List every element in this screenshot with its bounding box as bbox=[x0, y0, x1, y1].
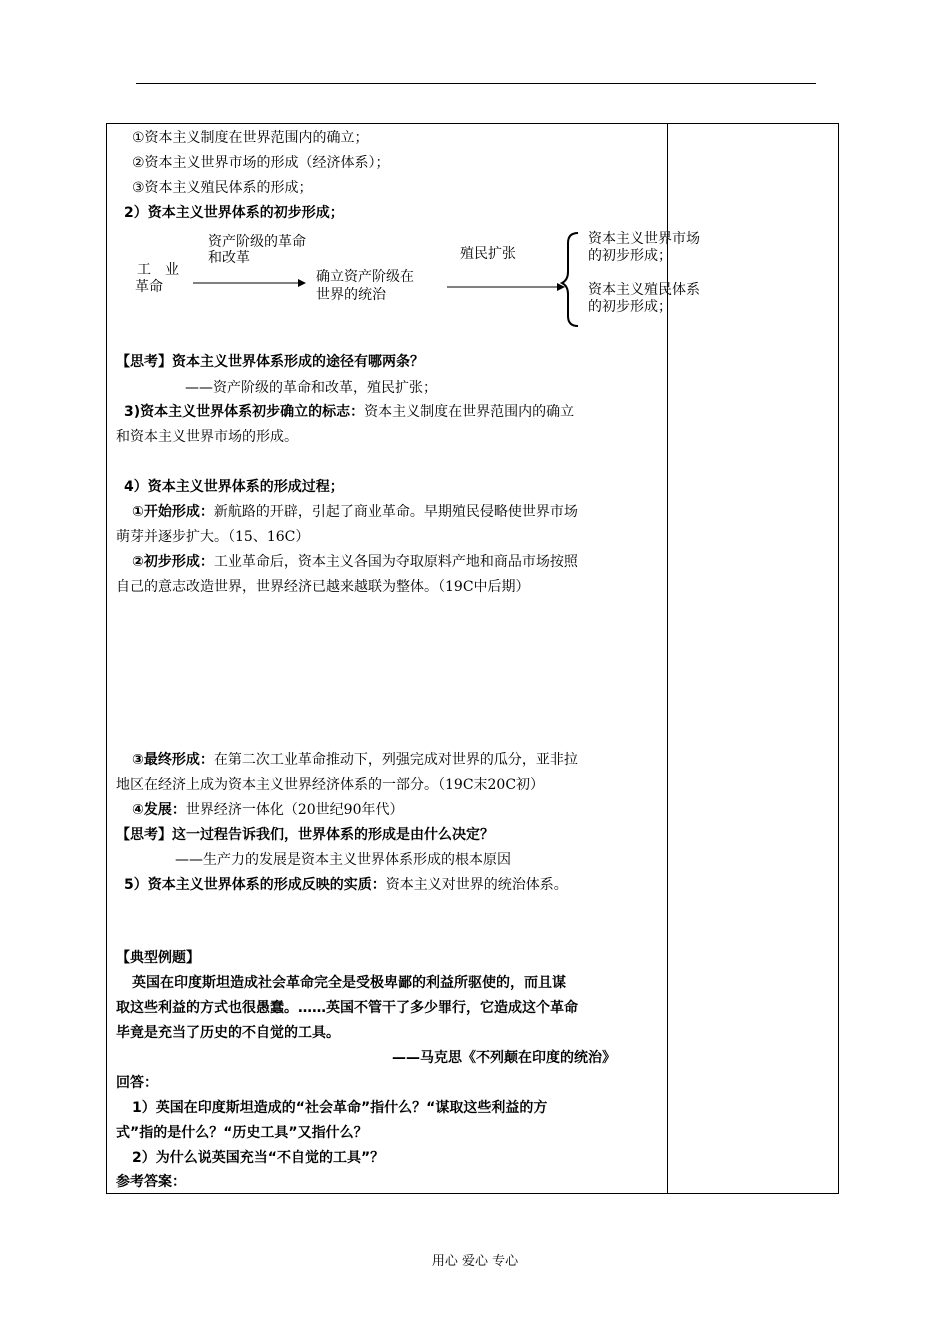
stage-2 bbox=[132, 555, 578, 569]
example-source: ——马克思《不列颠在印度的统治》 bbox=[392, 1050, 616, 1066]
example-line-1: 英国在印度斯坦造成社会革命完全是受极卑鄙的利益所驱使的，而且谋 bbox=[132, 975, 566, 991]
example-line-2: 取这些利益的方式也很愚蠢。……英国不管干了多少罪行，它造成这个革命 bbox=[116, 1000, 578, 1016]
stage-1 bbox=[132, 505, 578, 519]
diagram-arrow1-label-a: 资产阶级的革命 bbox=[208, 234, 306, 250]
heading-5-label: 5）资本主义世界体系的形成反映的实质： bbox=[124, 877, 386, 893]
stage-2-label: ②初步形成： bbox=[132, 554, 214, 570]
stage-2-text: 工业革命后，资本主义各国为夺取原料产地和商品市场按照 bbox=[213, 554, 578, 570]
stage-3-label: ③最终形成： bbox=[132, 752, 214, 768]
diagram-start-a: 工 业 bbox=[137, 262, 179, 278]
diagram-out2-b: 的初步形成； bbox=[588, 299, 672, 315]
diagram-out1-b: 的初步形成； bbox=[588, 248, 672, 264]
heading-3 bbox=[124, 405, 574, 419]
heading-5 bbox=[124, 878, 568, 892]
diagram-out2-a: 资本主义殖民体系 bbox=[588, 282, 700, 298]
stage-1-label: ①开始形成： bbox=[132, 504, 214, 520]
diagram-mid-a: 确立资产阶级在 bbox=[316, 269, 414, 285]
diagram-arrow2-label: 殖民扩张 bbox=[460, 246, 516, 262]
think-1 bbox=[116, 355, 424, 369]
diagram-mid-b: 世界的统治 bbox=[316, 287, 386, 303]
heading-5-text: 资本主义对世界的统治体系。 bbox=[385, 877, 568, 893]
arrow-1-head bbox=[298, 279, 306, 287]
stage-4-label: ④发展： bbox=[132, 802, 186, 818]
list-item-3: ③资本主义殖民体系的形成； bbox=[132, 180, 313, 196]
question-2: 2）为什么说英国充当“不自觉的工具”？ bbox=[132, 1150, 385, 1166]
stage-2-text-cont: 自己的意志改造世界，世界经济已越来越联为整体。（19C中后期） bbox=[116, 579, 530, 595]
diagram-arrow1-label-b: 和改革 bbox=[208, 250, 250, 266]
think-1-answer: ——资产阶级的革命和改革，殖民扩张； bbox=[185, 380, 437, 396]
heading-3-text: 资本主义制度在世界范围内的确立 bbox=[364, 404, 575, 420]
think-1-question: 资本主义世界体系形成的途径有哪两条？ bbox=[172, 354, 424, 370]
question-1b: 式”指的是什么？“历史工具”又指什么？ bbox=[116, 1125, 368, 1141]
think-1-label: 【思考】 bbox=[116, 354, 172, 370]
stage-4 bbox=[132, 803, 404, 817]
stage-4-text: 世界经济一体化（20世纪90年代） bbox=[185, 802, 404, 818]
think-2 bbox=[116, 828, 494, 842]
heading-2: 2）资本主义世界体系的初步形成； bbox=[124, 205, 344, 221]
example-line-3: 毕竟是充当了历史的不自觉的工具。 bbox=[116, 1025, 340, 1041]
stage-1-text-cont: 萌芽并逐步扩大。（15、16C） bbox=[116, 529, 310, 545]
list-item-1: ①资本主义制度在世界范围内的确立； bbox=[132, 130, 369, 146]
think-2-question: 这一过程告诉我们，世界体系的形成是由什么决定？ bbox=[172, 827, 494, 843]
think-2-label: 【思考】 bbox=[116, 827, 172, 843]
page-footer: 用心 爱心 专心 bbox=[431, 1254, 519, 1269]
brace-icon bbox=[562, 233, 578, 326]
stage-3-text: 在第二次工业革命推动下，列强完成对世界的瓜分，亚非拉 bbox=[213, 752, 578, 768]
diagram-start-b: 革命 bbox=[135, 279, 163, 295]
heading-3-label: 3)资本主义世界体系初步确立的标志： bbox=[124, 404, 365, 420]
heading-4: 4）资本主义世界体系的形成过程； bbox=[124, 479, 344, 495]
think-2-answer: ——生产力的发展是资本主义世界体系形成的根本原因 bbox=[175, 852, 511, 868]
diagram-out1-a: 资本主义世界市场 bbox=[588, 231, 700, 247]
stage-3-text-cont: 地区在经济上成为资本主义世界经济体系的一部分。（19C末20C初） bbox=[116, 777, 545, 793]
reference-answer-label: 参考答案： bbox=[116, 1174, 186, 1190]
example-title: 【典型例题】 bbox=[116, 950, 200, 966]
formation-flow-diagram bbox=[0, 0, 950, 400]
stage-3 bbox=[132, 753, 578, 767]
answer-label: 回答： bbox=[116, 1075, 158, 1091]
stage-1-text: 新航路的开辟，引起了商业革命。早期殖民侵略使世界市场 bbox=[213, 504, 578, 520]
list-item-2: ②资本主义世界市场的形成（经济体系）； bbox=[132, 155, 390, 171]
question-1a: 1）英国在印度斯坦造成的“社会革命”指什么？“谋取这些利益的方 bbox=[132, 1100, 548, 1116]
heading-3-text-cont: 和资本主义世界市场的形成。 bbox=[116, 429, 298, 445]
